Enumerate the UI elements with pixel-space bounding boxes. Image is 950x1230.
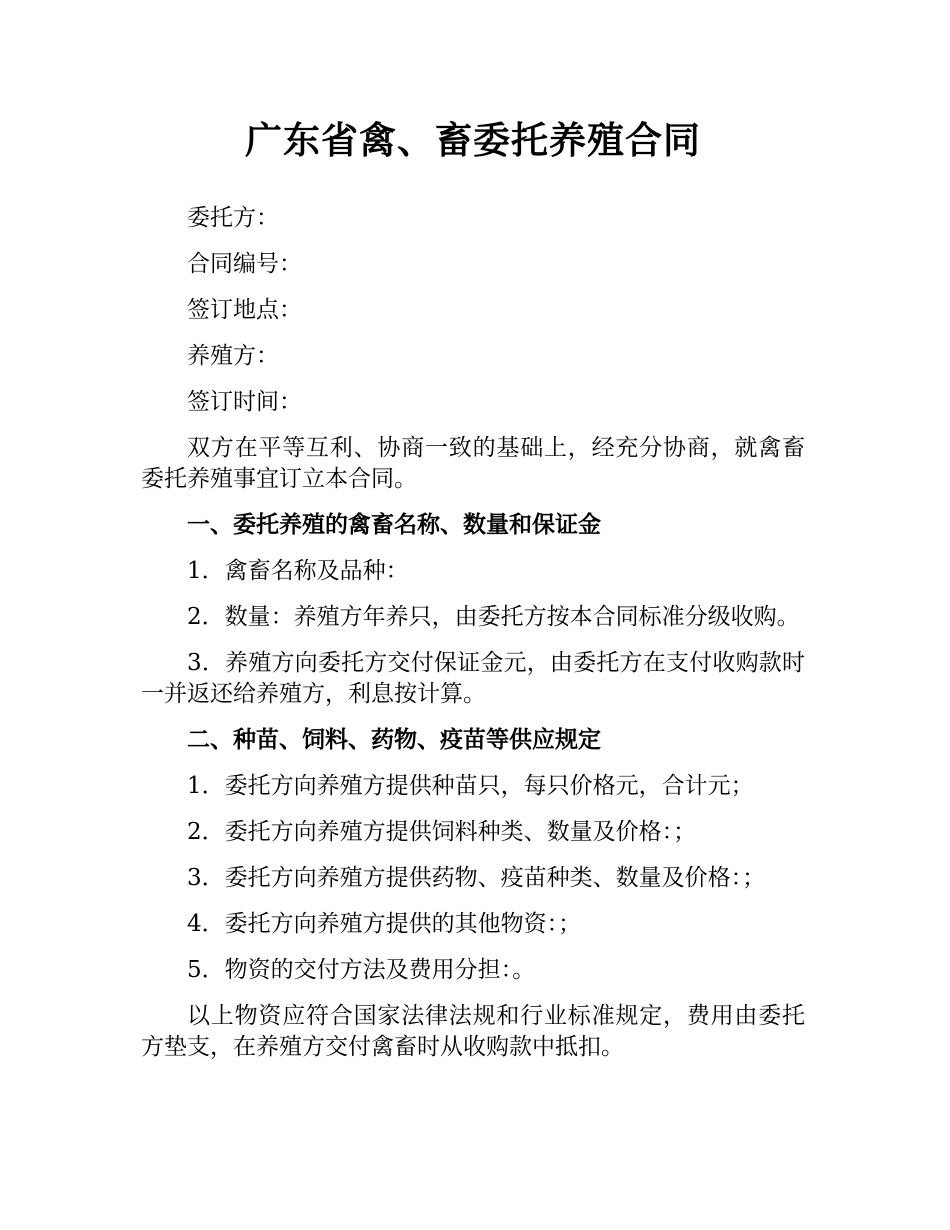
section-2-item-4: 4．委托方向养殖方提供的其他物资：； (187, 911, 582, 937)
section-1-heading: 一、委托养殖的禽畜名称、数量和保证金 (187, 512, 601, 538)
document-body (141, 203, 805, 1078)
section-2-heading: 二、种苗、饲料、药物、疫苗等供应规定 (187, 727, 601, 753)
field-entrusting-party: 委托方： (187, 205, 279, 231)
field-signing-place: 签订地点： (187, 297, 302, 323)
field-breeding-party: 养殖方： (187, 343, 279, 369)
document-title: 广东省禽、畜委托养殖合同 (245, 119, 701, 162)
section-1-item-3: 3．养殖方向委托方交付保证金元，由委托方在支付收购款时一并返还给养殖方，利息按计算。 (141, 650, 805, 707)
section-2-item-5: 5．物资的交付方法及费用分担：。 (187, 957, 536, 983)
closing-paragraph: 以上物资应符合国家法律法规和行业标准规定，费用由委托方垫支，在养殖方交付禽畜时从收购款中抵扣。 (141, 1003, 805, 1060)
section-2-item-2: 2．委托方向养殖方提供饲料种类、数量及价格：； (187, 819, 697, 845)
field-signing-time: 签订时间： (187, 389, 302, 415)
section-2-item-3: 3．委托方向养殖方提供药物、疫苗种类、数量及价格：； (187, 865, 766, 891)
section-1-item-2: 2．数量：养殖方年养只，由委托方按本合同标准分级收购。 (187, 604, 800, 630)
section-2-item-1: 1．委托方向养殖方提供种苗只，每只价格元，合计元； (187, 773, 754, 799)
section-1-item-1: 1．禽畜名称及品种： (187, 558, 409, 584)
intro-paragraph: 双方在平等互利、协商一致的基础上，经充分协商，就禽畜委托养殖事宜订立本合同。 (141, 435, 805, 492)
field-contract-number: 合同编号： (187, 251, 302, 277)
